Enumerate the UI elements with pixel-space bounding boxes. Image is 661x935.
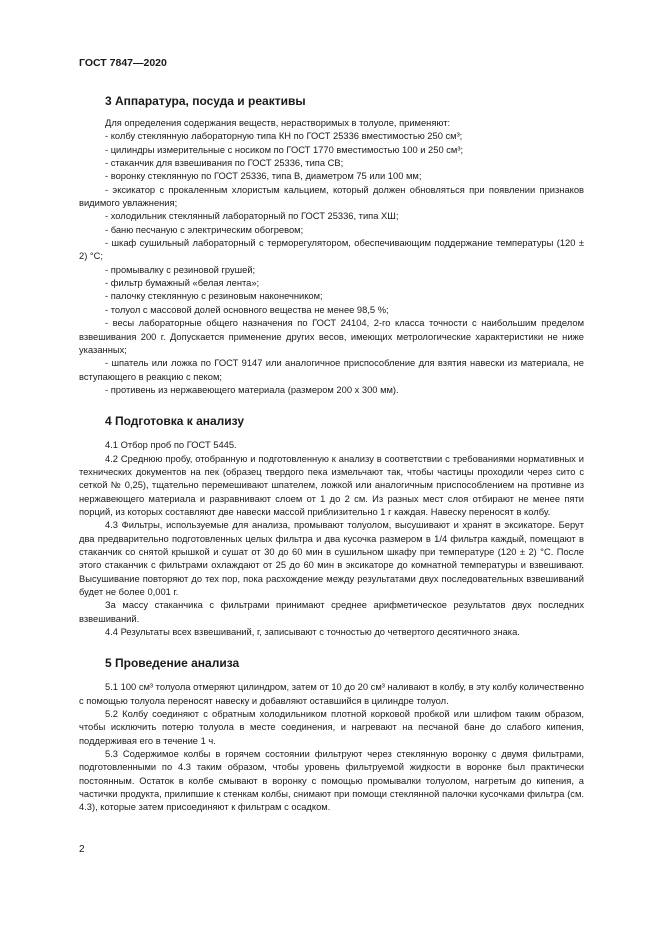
section-3-intro: Для определения содержания веществ, нерастворимых в толуоле, применяют:: [105, 118, 451, 128]
paragraph: 5.1 100 см³ толуола отмеряют цилиндром, затем от 10 до 20 см³ наливают в колбу, в эту колбу количественно с помощью толуола переносят навеску и добавляют оставшийся в цилиндре толуол.: [79, 682, 584, 706]
section-5-heading: 5 Проведение анализа: [105, 656, 240, 671]
list-item: - шкаф сушильный лабораторный с терморегулятором, обеспечивающим поддержание температуры (120 ± 2) °С;: [79, 238, 584, 262]
page-content: [79, 94, 584, 815]
list-item: - воронку стеклянную по ГОСТ 25336, типа В, диаметром 75 или 100 мм;: [105, 171, 422, 182]
list-item: - цилиндры измерительные с носиком по ГОСТ 1770 вместимостью 100 и 250 см³;: [105, 144, 464, 155]
paragraph: 4.2 Среднюю пробу, отобранную и подготовленную к анализу в соответствии с требованиями нормативных и технических документов на пек (образец твердого пека измельчают так, чтобы частицы проходили через сито с сеткой № 0,25), тщательно перемешивают шпателем, ложкой или аналогичным приспособлением на противне из нержавеющего материала и разравнивают слоем от 1 до 2 см. Из разных мест слоя отбирают не менее пяти порций, из которых составляют две навески массой приблизительно 1 г каждая. Навеску переносят в колбу.: [79, 453, 584, 517]
list-item: - толуол с массовой долей основного вещества не менее 98,5 %;: [105, 304, 389, 315]
document-header: ГОСТ 7847—2020: [79, 57, 167, 69]
paragraph: За массу стаканчика с фильтрами принимают среднее арифметическое результатов двух последних взвешиваний.: [79, 600, 584, 624]
list-item: - эксикатор с прокаленным хлористым кальцием, который должен обновляться при появлении признаков видимого увлажнения;: [79, 184, 584, 209]
equipment-list: [79, 130, 584, 397]
paragraph: 5.3 Содержимое колбы в горячем состоянии фильтруют через стеклянную воронку с двумя фильтрами, подготовленными по 4.3 таким образом, чтобы уровень фильтруемой жидкости в воронке был практически постоянным. Остаток в колбе смывают в воронку с помощью промывалки толуолом, нагретым до кипения, а частички продукта, прилипшие к стенкам колбы, снимают при помощи стеклянной палочки кусочками фильтра (см. 4.3), которые затем присоединяют к фильтрам с осадком.: [79, 749, 584, 813]
paragraph: 4.1 Отбор проб по ГОСТ 5445.: [105, 440, 237, 451]
section-3-heading: 3 Аппаратура, посуда и реактивы: [105, 94, 306, 108]
list-item: - фильтр бумажный «белая лента»;: [105, 278, 260, 289]
list-item: - баню песчаную с электрическим обогревом;: [105, 224, 304, 235]
page-number: 2: [79, 844, 85, 855]
section-4-heading: 4 Подготовка к анализу: [105, 414, 245, 429]
list-item: - противень из нержавеющего материала (размером 200 х 300 мм).: [105, 384, 399, 395]
paragraph: 5.2 Колбу соединяют с обратным холодильником плотной корковой пробкой или шлифом таким образом, чтобы исключить потерю толуола в месте соединения, и нагревают на песчаной бане до слабого кипения, поддерживая его в течение 1 ч.: [79, 709, 584, 746]
list-item: - весы лабораторные общего назначения по ГОСТ 24104, 2-го класса точности с наибольшим пределом взвешивания 200 г. Допускается применение других весов, имеющих метрологические характеристики не ниже указанных;: [79, 318, 584, 355]
paragraph: 4.4 Результаты всех взвешиваний, г, записывают с точностью до четвертого десятичного знака.: [105, 627, 520, 638]
list-item: - стаканчик для взвешивания по ГОСТ 25336, типа СВ;: [105, 158, 344, 169]
list-item: - промывалку с резиновой грушей;: [105, 264, 256, 275]
list-item: - холодильник стеклянный лабораторный по ГОСТ 25336, типа ХШ;: [105, 211, 399, 222]
paragraph: 4.3 Фильтры, используемые для анализа, промывают толуолом, высушивают и хранят в эксикаторе. Берут два предварительно подготовленных целых фильтра и два кусочка размером в 1/4 фильтра каждый, помещают в стаканчик со снятой крышкой и сушат от 30 до 60 мин в сушильном шкафу при температуре (120 ± 2) °С. После этого стаканчик с фильтрами охлаждают от 25 до 60 мин в эксикаторе до комнатной температуры и взвешивают. Высушивание повторяют до тех пор, пока расхождение между результатами двух последовательных взвешиваний будет не более 0,001 г.: [79, 520, 584, 597]
list-item: - колбу стеклянную лабораторную типа КН по ГОСТ 25336 вместимостью 250 см³;: [105, 131, 463, 142]
list-item: - шпатель или ложка по ГОСТ 9147 или аналогичное приспособление для взятия навески из материала, не вступающего в реакцию с пеком;: [79, 358, 584, 382]
list-item: - палочку стеклянную с резиновым наконечником;: [105, 291, 323, 302]
